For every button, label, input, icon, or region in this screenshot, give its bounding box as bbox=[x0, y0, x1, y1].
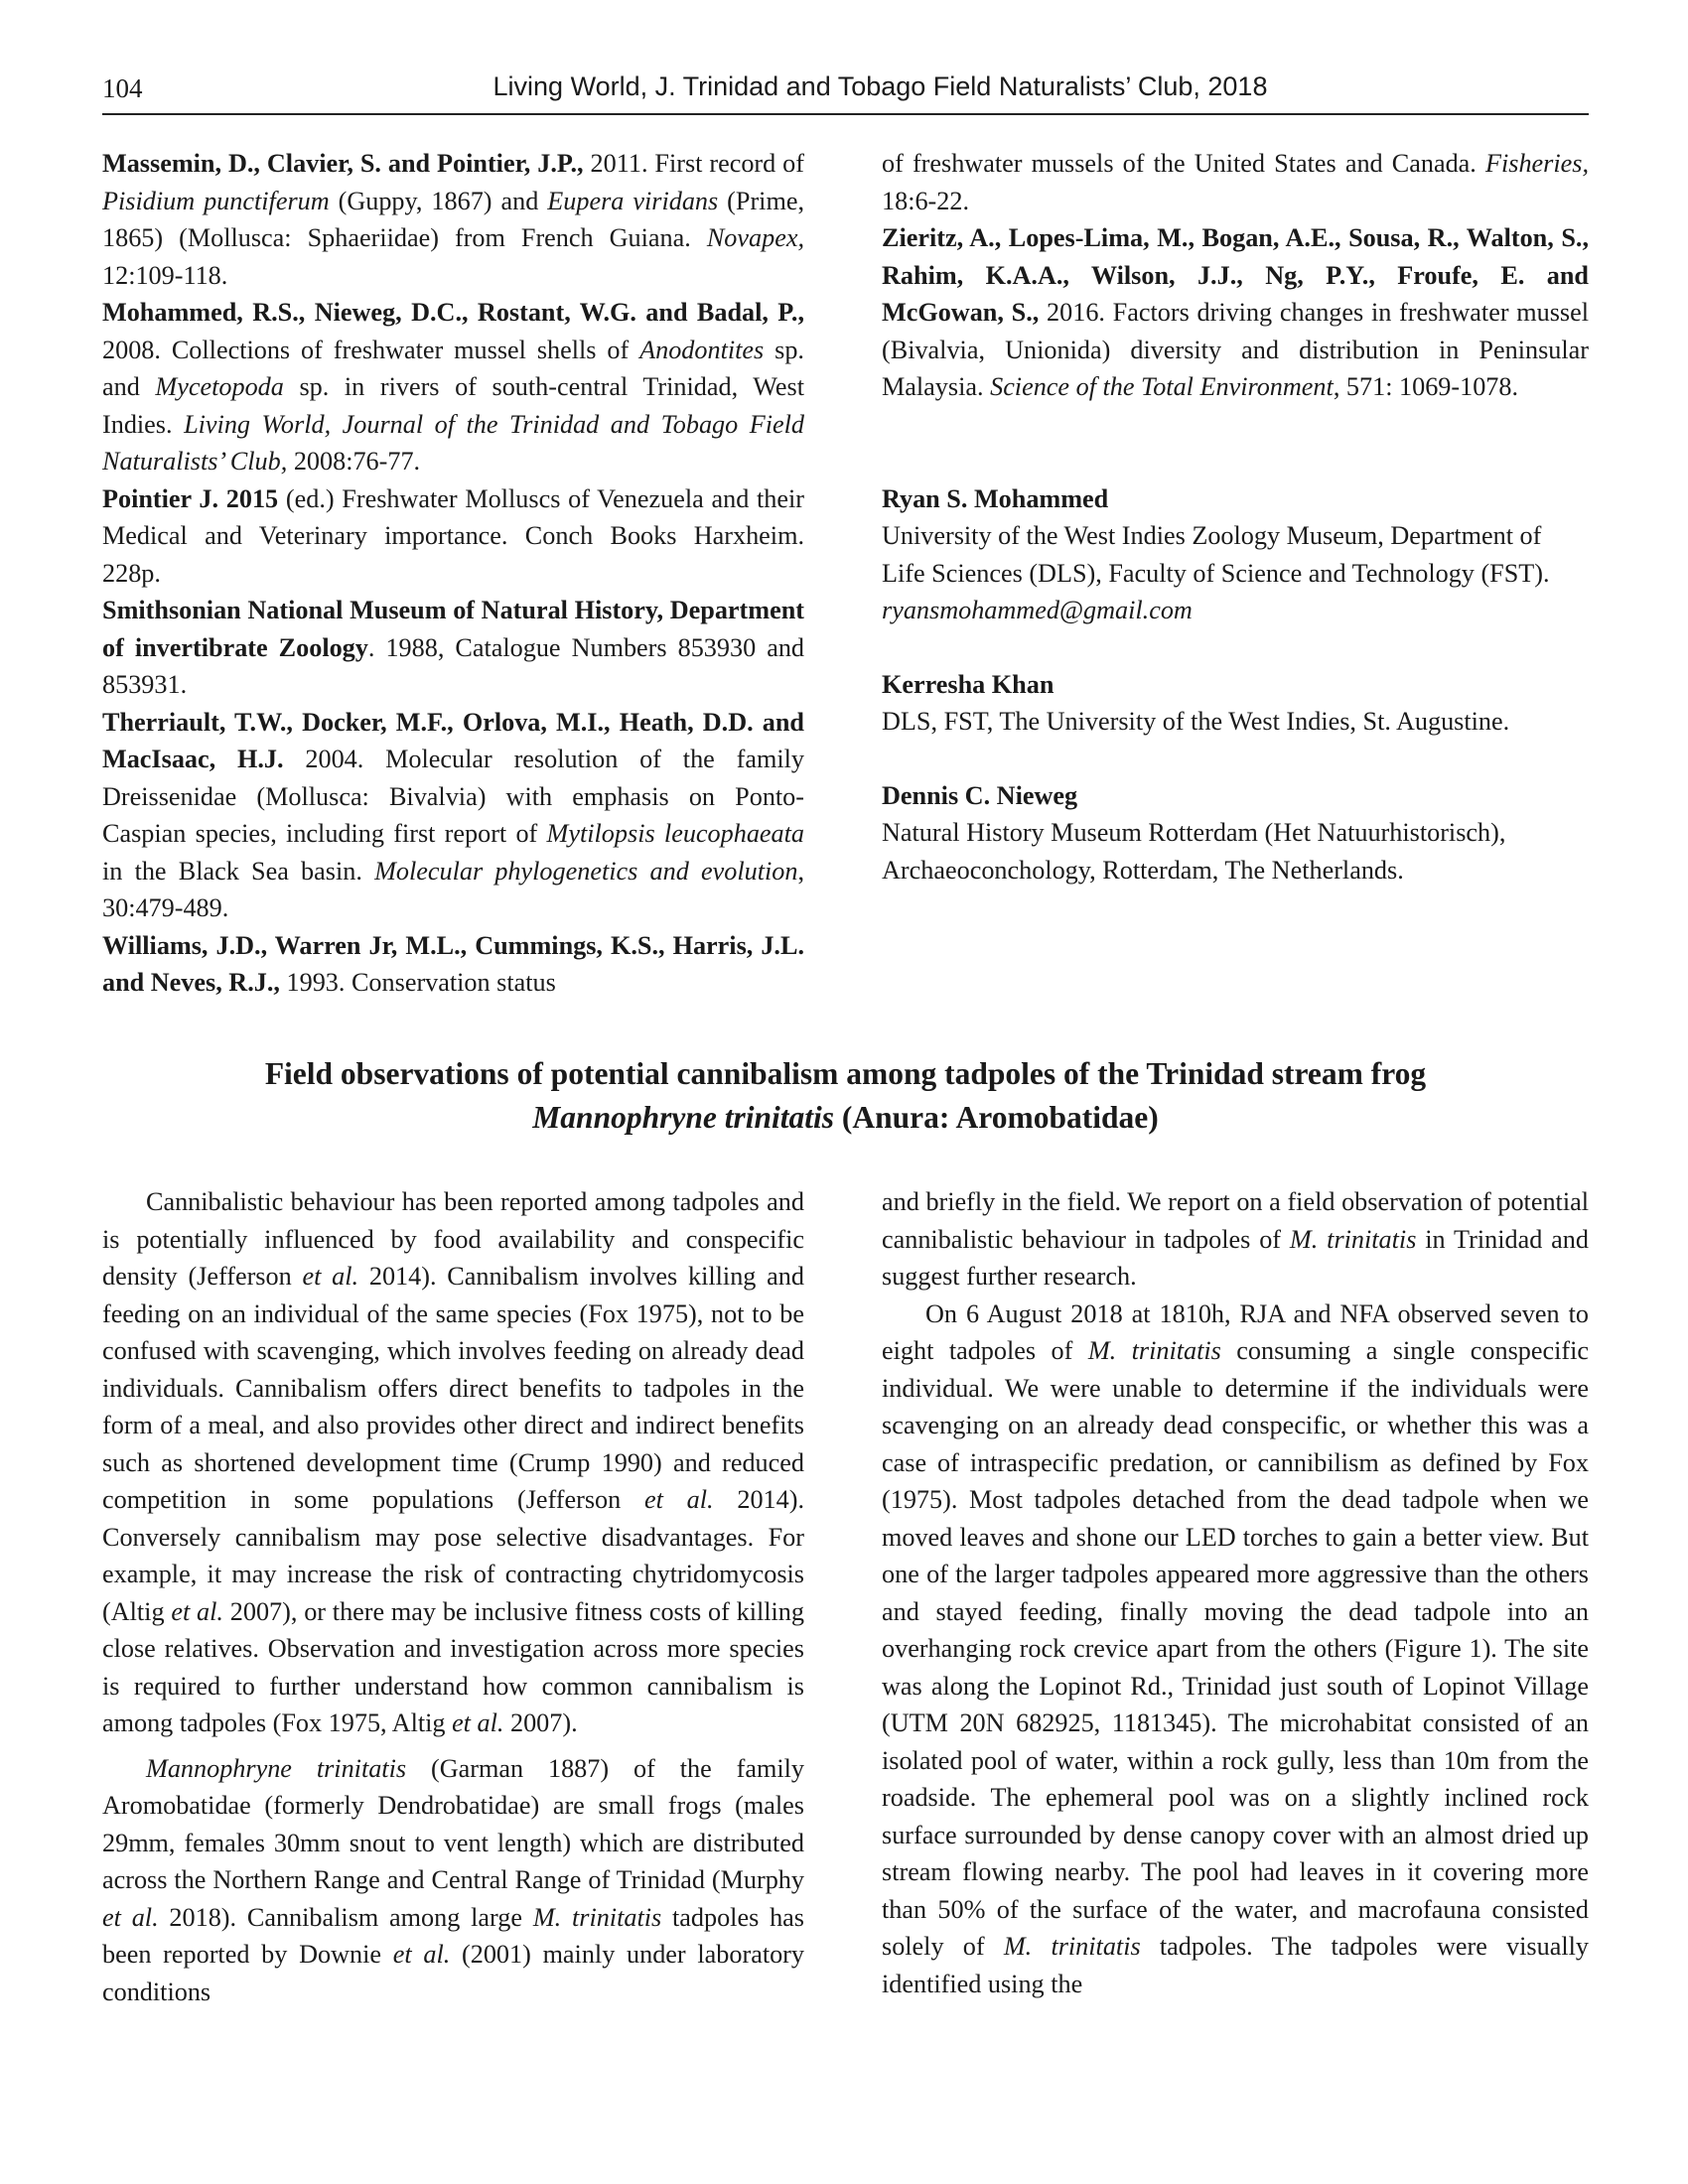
references-left-column bbox=[102, 145, 804, 1002]
reference-entry: Massemin, D., Clavier, S. and Pointier, J.P., 2011. First record of Pisidium punctiferum (Guppy, 1867) and Eupera viridans (Prime, 1865) (Mollusca: Sphaeriidae) from French Guiana. Novapex, 12:109-118. bbox=[102, 149, 804, 290]
author-block bbox=[882, 480, 1589, 629]
reference-authors: Therriault, T.W., Docker, M.F., Orlova, M.I., Heath, D.D. and MacIsaac, H.J. bbox=[102, 707, 804, 773]
article-title-line: Field observations of potential cannibalism among tadpoles of the Trinidad stream frog bbox=[264, 1056, 1427, 1091]
p2-continuation: and briefly in the field. We report on a field observation of potential cannibalistic behaviour in tadpoles of bbox=[882, 1187, 1589, 1254]
body-paragraph: Mannophryne trinitatis (Garman 1887) of the family Aromobatidae (formerly Dendrobatidae) are small frogs (males 29mm, females 30mm snout to vent length) which are distributed across the Northern Range and Central Range of Trinidad (Murphy et al. 2018). Cannibalism among large M. trinitatis tadpoles has been reported by Downie et al. (2001) mainly under laboratory conditions bbox=[102, 1753, 804, 2006]
reference-authors: Smithsonian National Museum of Natural History, Department of invertibrate Zoology bbox=[102, 596, 804, 662]
author-block bbox=[882, 666, 1589, 741]
journal-title: Living World, J. Trinidad and Tobago Field Naturalists’ Club, 2018 bbox=[492, 71, 1268, 101]
body-paragraph: Cannibalistic behaviour has been reported among tadpoles and is potentially influenced by food availability and conspecific density (Jefferson et al. 2014). Cannibalism involves killing and feeding on an individual of the same species (Fox 1975), not to be confused with scavenging, which involves feeding on already dead individuals. Cannibalism offers direct benefits to tadpoles in the form of a meal, and also provides other direct and indirect benefits such as shortened development time (Crump 1990) and reduced competition in some populations (Jefferson et al. 2014). Conversely cannibalism may pose selective disadvantages. For example, it may increase the risk of contracting chytridomycosis (Altig et al. 2007), or there may be inclusive fitness costs of killing close relatives. Observation and investigation across more species is required to further understand how common cannibalism is among tadpoles (Fox 1975, Altig et al. 2007). bbox=[102, 1187, 804, 1737]
author-name: Kerresha Khan bbox=[882, 669, 1055, 699]
page-number: 104 bbox=[102, 73, 143, 103]
body-paragraph-continued: and briefly in the field. We report on a field observation of potential cannibalistic behaviour in tadpoles of M. trinitatis in Trinidad and suggest further research. bbox=[882, 1187, 1589, 1291]
body-right-column bbox=[882, 1183, 1589, 2002]
reference-authors: Massemin, D., Clavier, S. and Pointier, J.P., bbox=[102, 149, 584, 178]
reference-entry: Smithsonian National Museum of Natural History, Department of invertibrate Zoology. 1988, Catalogue Numbers 853930 and 853931. bbox=[102, 596, 805, 699]
article-title-species: Mannophryne trinitatis bbox=[532, 1100, 835, 1135]
body-left-column bbox=[102, 1183, 804, 2010]
author-block bbox=[882, 777, 1589, 889]
reference-authors: Zieritz, A., Lopes-Lima, M., Bogan, A.E., Sousa, R., Walton, S., Rahim, K.A.A., Wilson, J.J., Ng, P.Y., Froufe, E. and McGowan, S., bbox=[882, 223, 1589, 327]
reference-entry-continued: of freshwater mussels of the United States and Canada. Fisheries, 18:6-22. bbox=[882, 149, 1589, 215]
author-email: ryansmohammed@gmail.com bbox=[882, 596, 1193, 624]
body-paragraph: On 6 August 2018 at 1810h, RJA and NFA observed seven to eight tadpoles of M. trinitatis consuming a single conspecific individual. We were unable to determine if the individuals were scavenging on an already dead conspecific, or whether this was a case of intraspecific predation, or cannibilism as defined by Fox (1975). Most tadpoles detached from the dead tadpole when we moved leaves and shone our LED torches to gain a better view. But one of the larger tadpoles appeared more aggressive than the others and stayed feeding, finally moving the dead tadpole into an overhanging rock crevice apart from the others (Figure 1). The site was along the Lopinot Rd., Trinidad just south of Lopinot Village (UTM 20N 682925, 1181345). The microhabitat consisted of an isolated pool of water, within a rock gully, less than 10m from the roadside. The ephemeral pool was on a slightly inclined rock surface surrounded by dense canopy cover with an almost dried up stream flowing nearby. The pool had leaves in it covering more than 50% of the surface of the water, and macrofauna consisted solely of M. trinitatis tadpoles. The tadpoles were visually identified using the bbox=[882, 1298, 1590, 1998]
reference-entry: Therriault, T.W., Docker, M.F., Orlova, M.I., Heath, D.D. and MacIsaac, H.J. 2004. Molecular resolution of the family Dreissenidae (Mollusca: Bivalvia) with emphasis on Ponto-Caspian species, including first report of Mytilopsis leucophaeata in the Black Sea basin. Molecular phylogenetics and evolution, 30:479-489. bbox=[102, 707, 804, 922]
author-affiliation: Natural History Museum Rotterdam (Het Natuurhistorisch), Archaeoconchology, Rotterdam, The Netherlands. bbox=[882, 818, 1506, 885]
reference-authors: Williams, J.D., Warren Jr, M.L., Cummings, K.S., Harris, J.L. and Neves, R.J., bbox=[102, 930, 804, 997]
article-title bbox=[102, 1052, 1589, 1140]
reference-authors: Pointier J. 2015 bbox=[102, 483, 279, 513]
references-right-column bbox=[882, 145, 1589, 888]
reference-entry: Pointier J. 2015 (ed.) Freshwater Molluscs of Venezuela and their Medical and Veterinary importance. Conch Books Harxheim. 228p. bbox=[102, 483, 804, 588]
reference-entry: Zieritz, A., Lopes-Lima, M., Bogan, A.E., Sousa, R., Walton, S., Rahim, K.A.A., Wilson, J.J., Ng, P.Y., Froufe, E. and McGowan, S., 2016. Factors driving changes in freshwater mussel (Bivalvia, Unionida) diversity and distribution in Peninsular Malaysia. Science of the Total Environment, 571: 1069-1078. bbox=[882, 223, 1590, 401]
reference-entry: Williams, J.D., Warren Jr, M.L., Cummings, K.S., Harris, J.L. and Neves, R.J., 1993. Conservation status bbox=[102, 930, 804, 997]
author-name: Dennis C. Nieweg bbox=[882, 780, 1078, 810]
article-title-line: Mannophryne trinitatis (Anura: Aromobatidae) bbox=[532, 1100, 1159, 1135]
author-affiliation: DLS, FST, The University of the West Indies, St. Augustine. bbox=[882, 707, 1510, 736]
reference-entry: Mohammed, R.S., Nieweg, D.C., Rostant, W.G. and Badal, P., 2008. Collections of freshwater mussel shells of Anodontites sp. and Mycetopoda sp. in rivers of south-central Trinidad, West Indies. Living World, Journal of the Trinidad and Tobago Field Naturalists’ Club, 2008:76-77. bbox=[102, 298, 805, 476]
running-header bbox=[102, 69, 1589, 115]
author-affiliation: University of the West Indies Zoology Museum, Department of Life Sciences (DLS), Faculty of Science and Technology (FST). bbox=[882, 521, 1550, 588]
author-name: Ryan S. Mohammed bbox=[882, 483, 1109, 513]
reference-authors: Mohammed, R.S., Nieweg, D.C., Rostant, W.G. and Badal, P., bbox=[102, 298, 804, 327]
